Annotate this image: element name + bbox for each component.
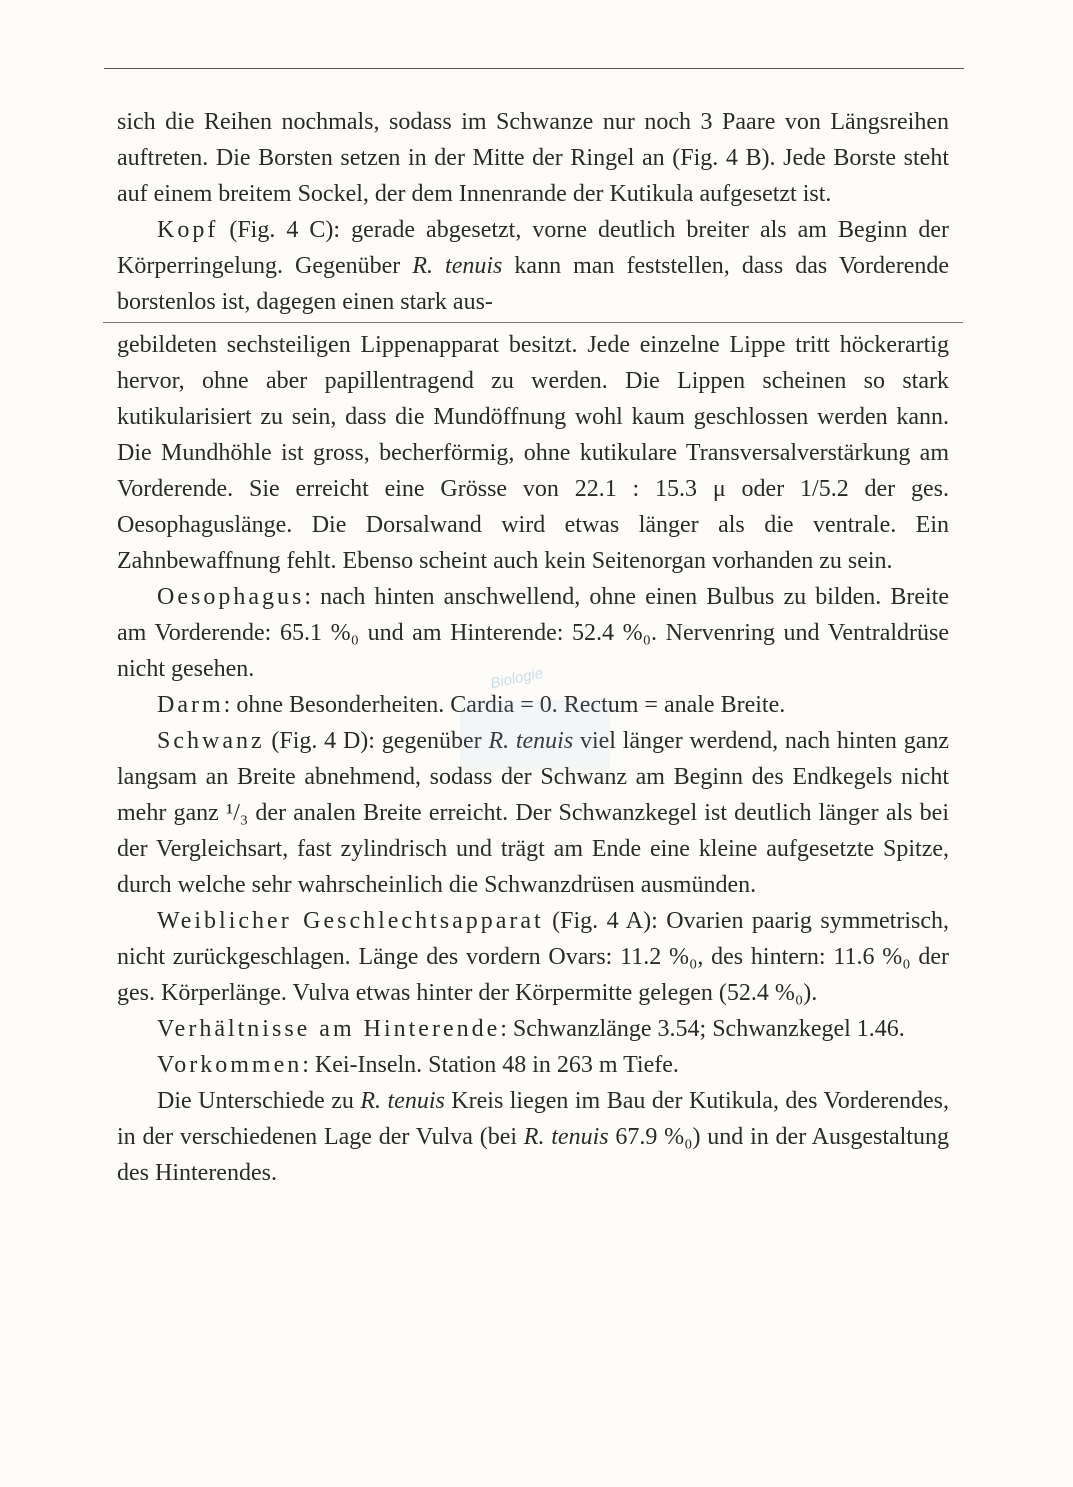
section-heading: Kopf [157, 217, 219, 243]
text-run: gebildeten sechsteiligen Lippenapparat besitzt. Jede einzelne Lippe tritt höckerartig hervor, ohne aber papillentragend zu werden. Die Lippen scheinen so stark kutikularisiert zu sein, dass die Mundöffnung wohl kaum geschlossen werden kann. Die Mundhöhle ist gross, becherförmig, ohne kutikulare Transversalverstärkung am Vorderende. Sie erreicht eine Grösse von 22.1 : 15.3 μ oder 1/5.2 der ges. Oesophaguslänge. Die Dorsalwand wird etwas länger als die ventrale. Ein Zahnbewaffnung fehlt. Ebenso scheint auch kein Seitenorgan vorhanden zu sein. [117, 332, 949, 574]
section-heading: Weiblicher Geschlechtsapparat [157, 908, 544, 934]
text-run: sich die Reihen nochmals, sodass im Schwanze nur noch 3 Paare von Längsreihen auftreten. Die Borsten setzen in der Mitte der Ringel an (Fig. 4 B). Jede Borste steht auf einem breitem Sockel, der dem Innenrande der Kutikula aufgesetzt ist. [117, 109, 949, 207]
paragraph [117, 212, 949, 320]
paragraph [117, 104, 949, 212]
species-name: R. tenuis [523, 1124, 609, 1150]
paragraph [117, 1011, 949, 1047]
watermark-shape [460, 700, 610, 770]
top-rule [104, 68, 964, 69]
section-heading: Verhältnisse am Hinterende [157, 1016, 501, 1042]
text-run: viel länger werdend, nach hinten ganz langsam an Breite abnehmend, sodass der Schwanz am Beginn des Endkegels nicht mehr ganz ¹/₃ der analen Breite erreicht. Der Schwanzkegel ist deutlich länger als bei der Vergleichsart, fast zylindrisch und trägt am Ende eine kleine aufgesetzte Spitze, durch welche sehr wahrscheinlich die Schwanzdrüsen ausmünden. [117, 728, 949, 898]
section-heading: Oesophagus [157, 584, 305, 610]
section-rule [103, 322, 963, 323]
text-run: : Schwanzlänge 3.54; Schwanzkegel 1.46. [500, 1016, 905, 1042]
text-run: : nach hinten anschwellend, ohne einen Bulbus zu bilden. Breite am Vorderende: 65.1 %₀ und am Hinterende: 52.4 %₀. Nervenring und Ventraldrüse nicht gesehen. [117, 584, 949, 682]
paragraph [117, 1047, 949, 1083]
text-run: : Kei-Inseln. Station 48 in 263 m Tiefe. [302, 1052, 679, 1078]
text-run: Kreis liegen im Bau der Kutikula, des Vorderendes, in der verschiedenen Lage der Vulva (bei [117, 1088, 949, 1150]
text-run: (Fig. 4 A): Ovarien paarig symmetrisch, nicht zurückgeschlagen. Länge des vordern Ovars: 11.2 %₀, des hintern: 11.6 %₀ der ges. Körperlänge. Vulva etwas hinter der Körpermitte gelegen (52.4 %₀). [117, 908, 949, 1006]
section-heading: Schwanz [157, 728, 265, 754]
watermark [420, 660, 650, 800]
species-name: R. tenuis [488, 728, 574, 754]
section-heading: Vorkommen [157, 1052, 303, 1078]
species-name: R. tenuis [412, 253, 503, 279]
watermark-text: Biologie [488, 664, 545, 693]
paragraph [117, 903, 949, 1011]
species-name: R. tenuis [360, 1088, 445, 1114]
paragraph [117, 1083, 949, 1191]
document-body [117, 104, 949, 1191]
section-heading: Darm [157, 692, 224, 718]
text-run: 67.9 %₀) und in der Ausgestaltung des Hinterendes. [117, 1124, 949, 1186]
text-run: (Fig. 4 C): gerade abgesetzt, vorne deutlich breiter als am Beginn der Körperringelung. Gegenüber [117, 217, 949, 279]
text-run: : ohne Besonderheiten. Cardia = 0. Rectum = anale Breite. [223, 692, 786, 718]
paragraph [117, 327, 949, 579]
text-run: Die Unterschiede zu [157, 1088, 361, 1114]
text-run: kann man feststellen, dass das Vorderende borstenlos ist, dagegen einen stark aus- [117, 253, 949, 315]
text-run: (Fig. 4 D): gegenüber [264, 728, 489, 754]
